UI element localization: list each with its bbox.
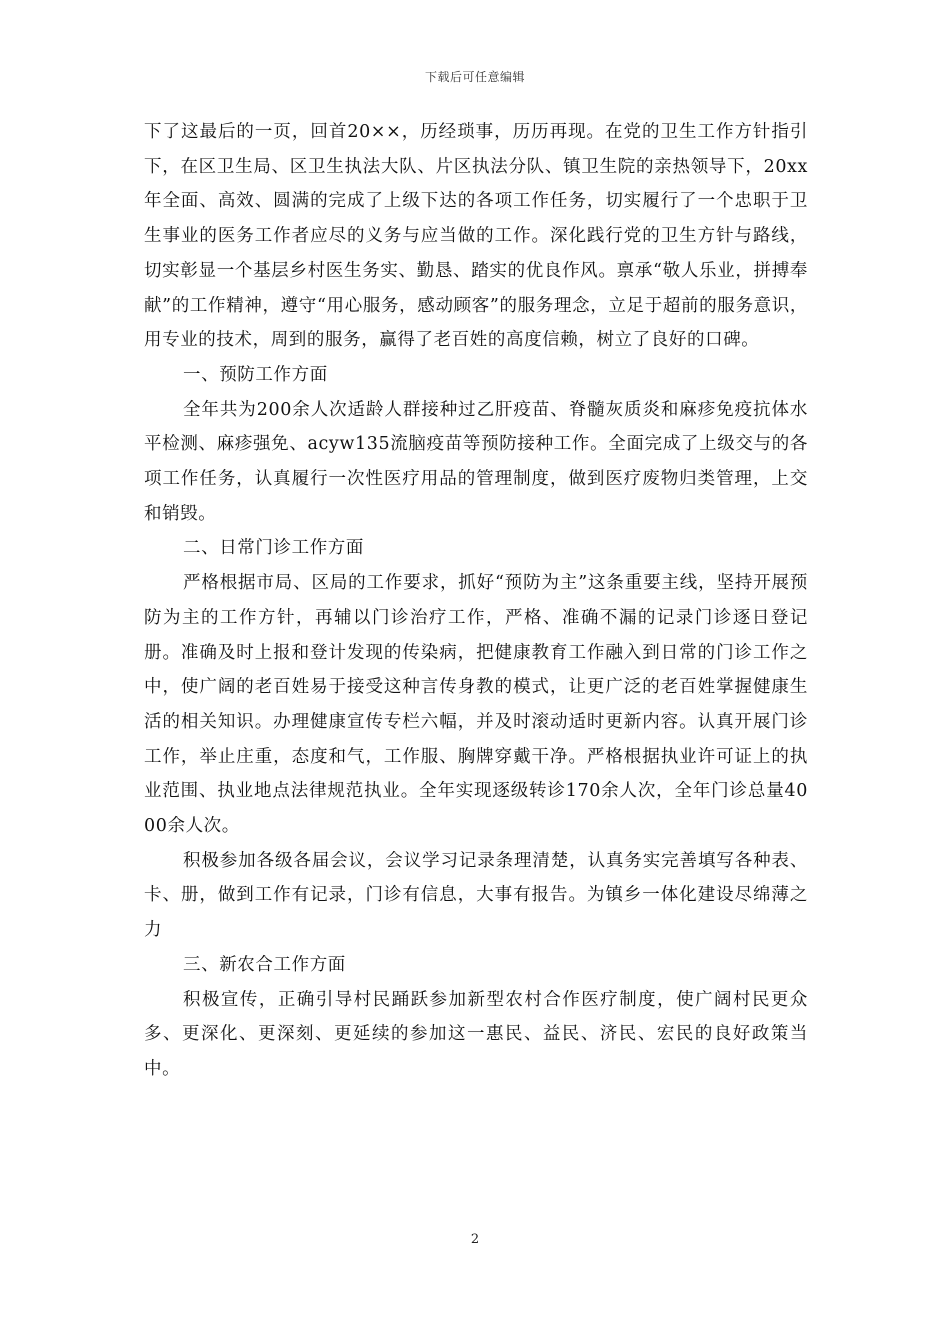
section-heading-outpatient: 二、日常门诊工作方面 bbox=[183, 538, 364, 559]
prevention-paragraph: 全年共为200余人次适龄人群接种过乙肝疫苗、脊髓灰质炎和麻疹免疫抗体水平检测、麻疹强免、acyw135流脑疫苗等预防接种工作。全面完成了上级交与的各项工作任务，认真履行一次性医疗用品的管理制度，做到医疗废物归类管理，上交和销毁。 bbox=[144, 399, 808, 524]
section-heading-prevention: 一、预防工作方面 bbox=[183, 364, 328, 385]
section-heading-rural-cooperative: 三、新农合工作方面 bbox=[183, 954, 346, 975]
outpatient-paragraph: 严格根据市局、区局的工作要求，抓好“预防为主”这条重要主线，坚持开展预防为主的工作方针，再辅以门诊治疗工作，严格、准确不漏的记录门诊逐日登记册。准确及时上报和登计发现的传染病，把健康教育工作融入到日常的门诊工作之中，使广阔的老百姓易于接受这种言传身教的模式，让更广泛的老百姓掌握健康生活的相关知识。办理健康宣传专栏六幅，并及时滚动适时更新内容。认真开展门诊工作，举止庄重，态度和气，工作服、胸牌穿戴干净。严格根据执业许可证上的执业范围、执业地点法律规范执业。全年实现逐级转诊170余人次，全年门诊总量4000余人次。 bbox=[144, 573, 808, 837]
page-header: 下载后可任意编辑 bbox=[424, 70, 525, 84]
document-body bbox=[144, 115, 808, 1087]
page-number: 2 bbox=[470, 1232, 480, 1247]
meetings-paragraph: 积极参加各级各届会议，会议学习记录条理清楚，认真务实完善填写各种表、卡、册，做到工作有记录，门诊有信息，大事有报告。为镇乡一体化建设尽绵薄之力 bbox=[144, 850, 808, 941]
rural-cooperative-paragraph: 积极宣传，正确引导村民踊跃参加新型农村合作医疗制度，使广阔村民更众多、更深化、更深刻、更延续的参加这一惠民、益民、济民、宏民的良好政策当中。 bbox=[144, 989, 808, 1079]
intro-paragraph: 下了这最后的一页，回首20××，历经琐事，历历再现。在党的卫生工作方针指引下，在区卫生局、区卫生执法大队、片区执法分队、镇卫生院的亲热领导下，20xx年全面、高效、圆满的完成了上级下达的各项工作任务，切实履行了一个忠职于卫生事业的医务工作者应尽的义务与应当做的工作。深化践行党的卫生方针与路线，切实彰显一个基层乡村医生务实、勤恳、踏实的优良作风。禀承“敬人乐业，拼搏奉献”的工作精神，遵守“用心服务，感动顾客”的服务理念，立足于超前的服务意识，用专业的技术，周到的服务，赢得了老百姓的高度信赖，树立了良好的口碑。 bbox=[144, 122, 808, 351]
